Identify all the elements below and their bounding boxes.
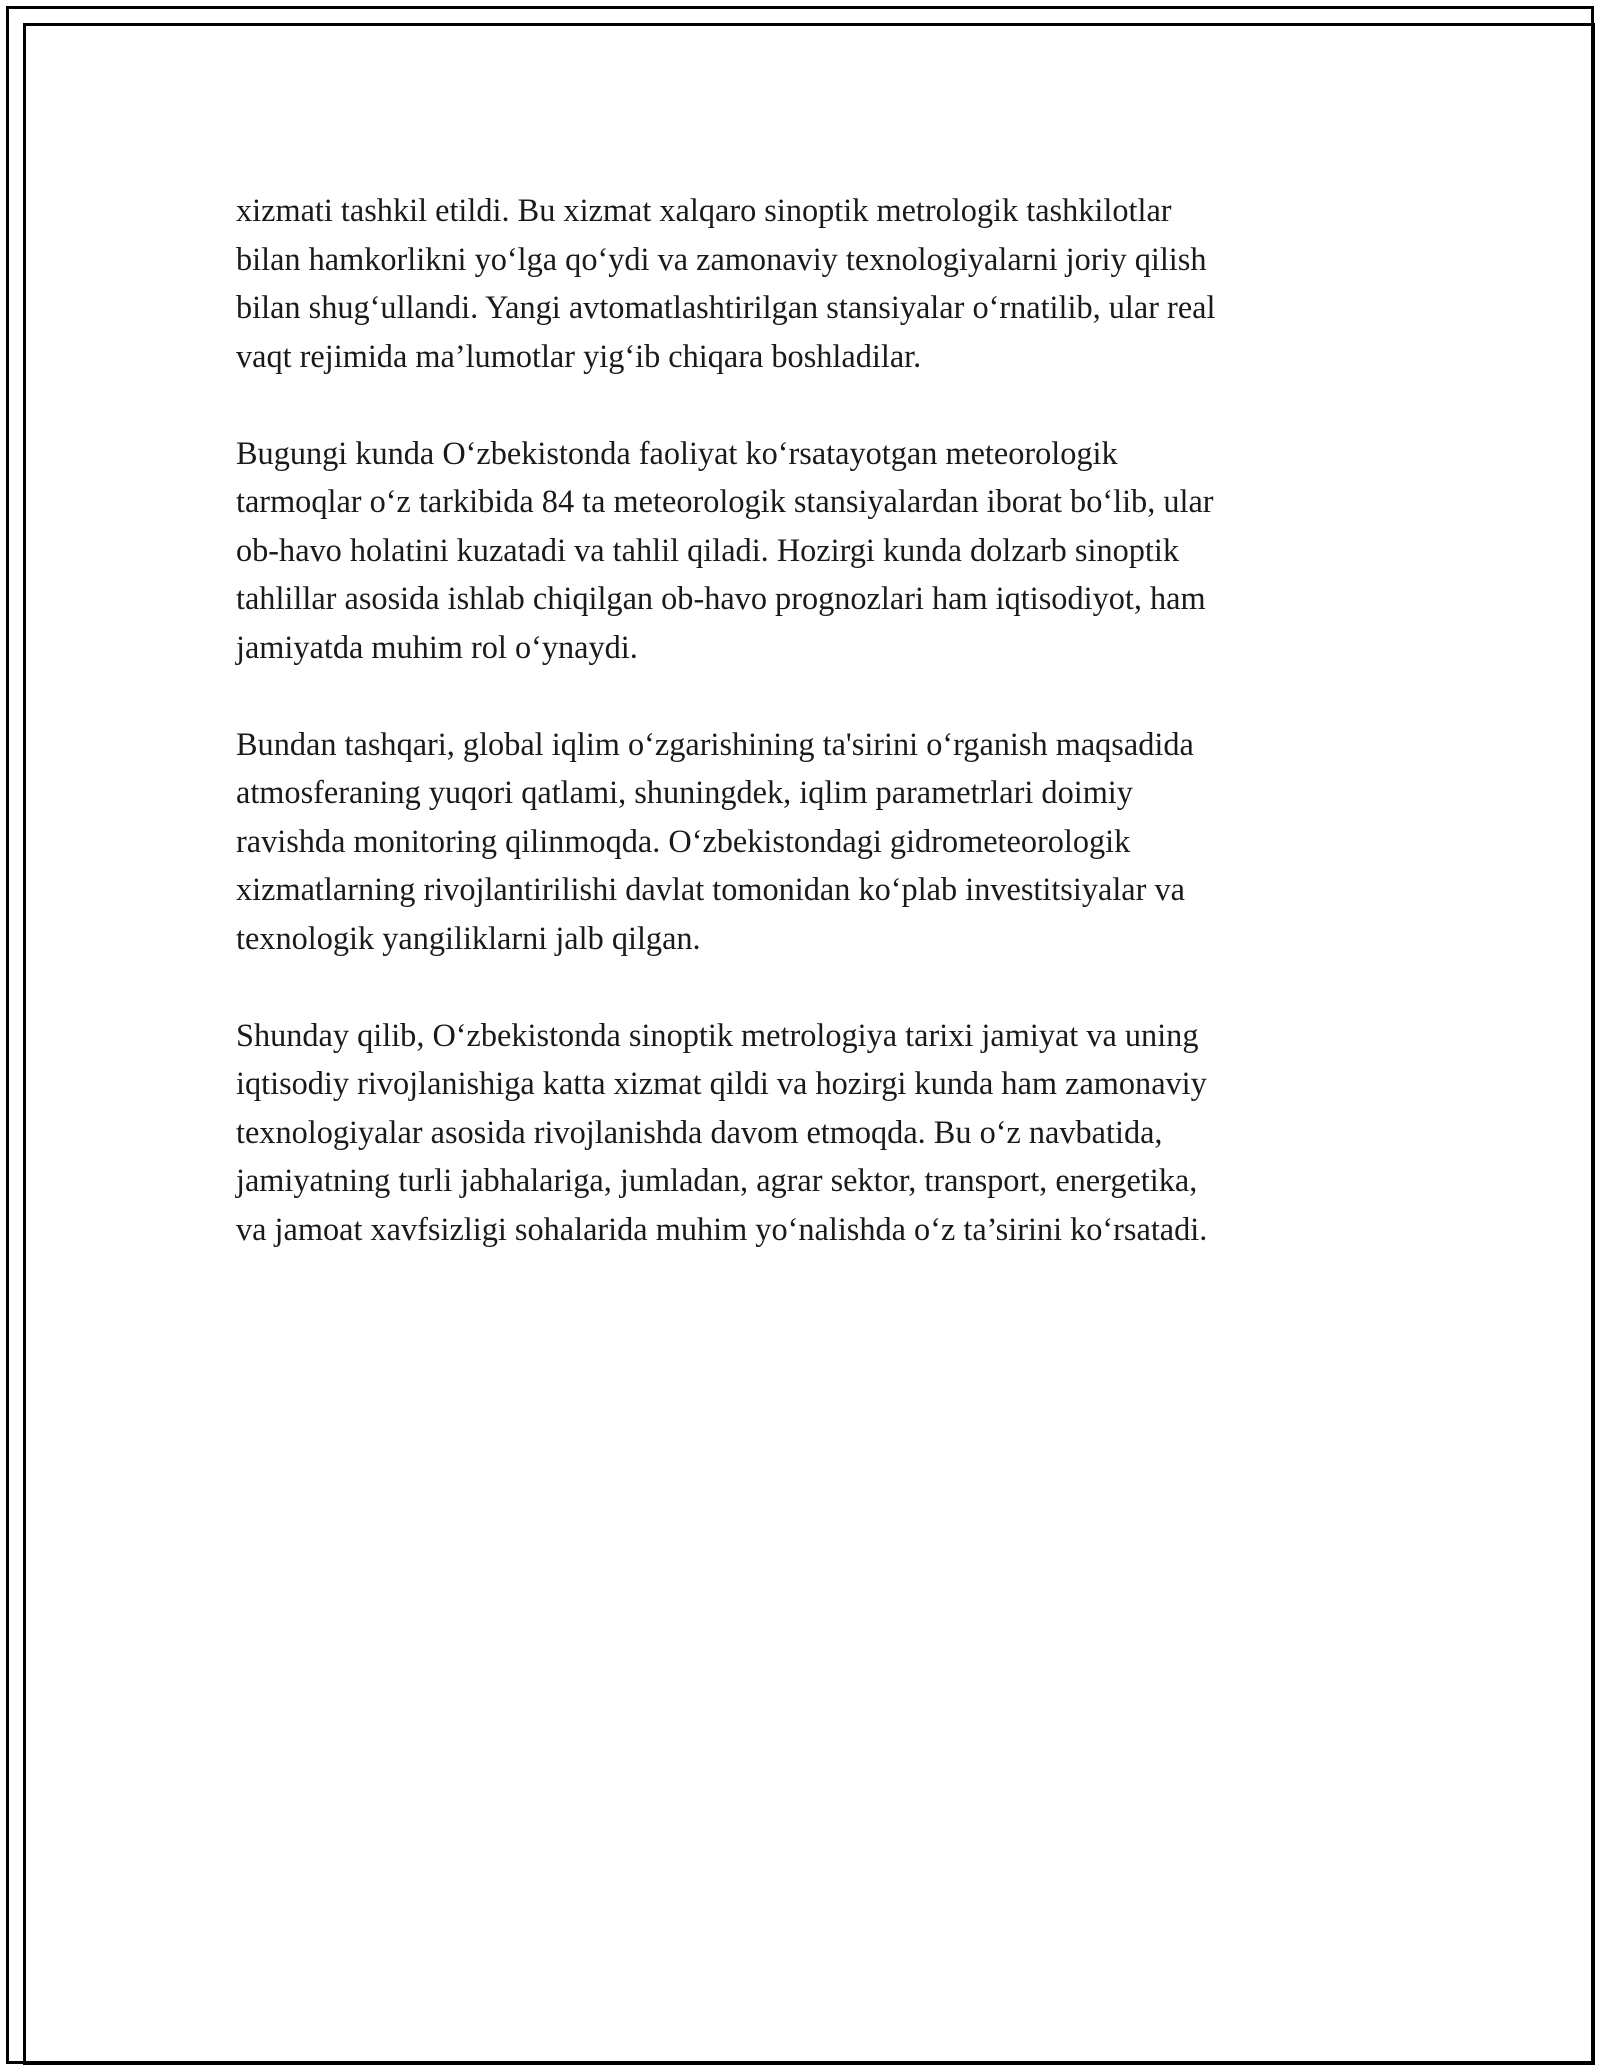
paragraph-line: atmosferaning yuqori qatlami, shuningdek, iqlim parametrlari doimiy: [236, 774, 1133, 810]
paragraph-line: jamiyatning turli jabhalariga, jumladan, agrar sektor, transport, energetika,: [236, 1162, 1198, 1198]
document-body: [236, 186, 1366, 1302]
paragraph-line: tahlillar asosida ishlab chiqilgan ob-havo prognozlari ham iqtisodiyot, ham: [236, 580, 1206, 616]
paragraph-line: texnologik yangiliklarni jalb qilgan.: [236, 919, 701, 956]
paragraph-line: texnologiyalar asosida rivojlanishda davom etmoqda. Bu o‘z navbatida,: [236, 1113, 1163, 1150]
paragraph-line: ob-havo holatini kuzatadi va tahlil qiladi. Hozirgi kunda dolzarb sinoptik: [236, 531, 1179, 568]
paragraph-line: jamiyatda muhim rol o‘ynaydi.: [236, 628, 638, 665]
paragraph-line: bilan hamkorlikni yo‘lga qo‘ydi va zamonaviy texnologiyalarni joriy qilish: [236, 240, 1207, 277]
paragraph-2: [236, 429, 1366, 672]
paragraph-line: Bundan tashqari, global iqlim o‘zgarishining ta'sirini o‘rganish maqsadida: [236, 725, 1194, 762]
paragraph-line: iqtisodiy rivojlanishiga katta xizmat qildi va hozirgi kunda ham zamonaviy: [236, 1065, 1207, 1101]
paragraph-line: xizmati tashkil etildi. Bu xizmat xalqaro sinoptik metrologik tashkilotlar: [236, 192, 1172, 228]
paragraph-1: [236, 186, 1366, 380]
paragraph-line: ravishda monitoring qilinmoqda. O‘zbekistondagi gidrometeorologik: [236, 822, 1131, 859]
paragraph-line: va jamoat xavfsizligi sohalarida muhim yo‘nalishda o‘z ta’sirini ko‘rsatadi.: [236, 1210, 1208, 1247]
paragraph-4: [236, 1011, 1366, 1254]
paragraph-3: [236, 720, 1366, 963]
paragraph-line: tarmoqlar o‘z tarkibida 84 ta meteorologik stansiyalardan iborat bo‘lib, ular: [236, 483, 1214, 519]
paragraph-line: bilan shug‘ullandi. Yangi avtomatlashtirilgan stansiyalar o‘rnatilib, ular real: [236, 289, 1216, 325]
paragraph-line: Bugungi kunda O‘zbekistonda faoliyat ko‘rsatayotgan meteorologik: [236, 434, 1118, 471]
paragraph-line: xizmatlarning rivojlantirilishi davlat tomonidan ko‘plab investitsiyalar va: [236, 871, 1185, 907]
paragraph-line: Shunday qilib, O‘zbekistonda sinoptik metrologiya tarixi jamiyat va uning: [236, 1016, 1199, 1053]
paragraph-line: vaqt rejimida ma’lumotlar yig‘ib chiqara boshladilar.: [236, 337, 922, 374]
